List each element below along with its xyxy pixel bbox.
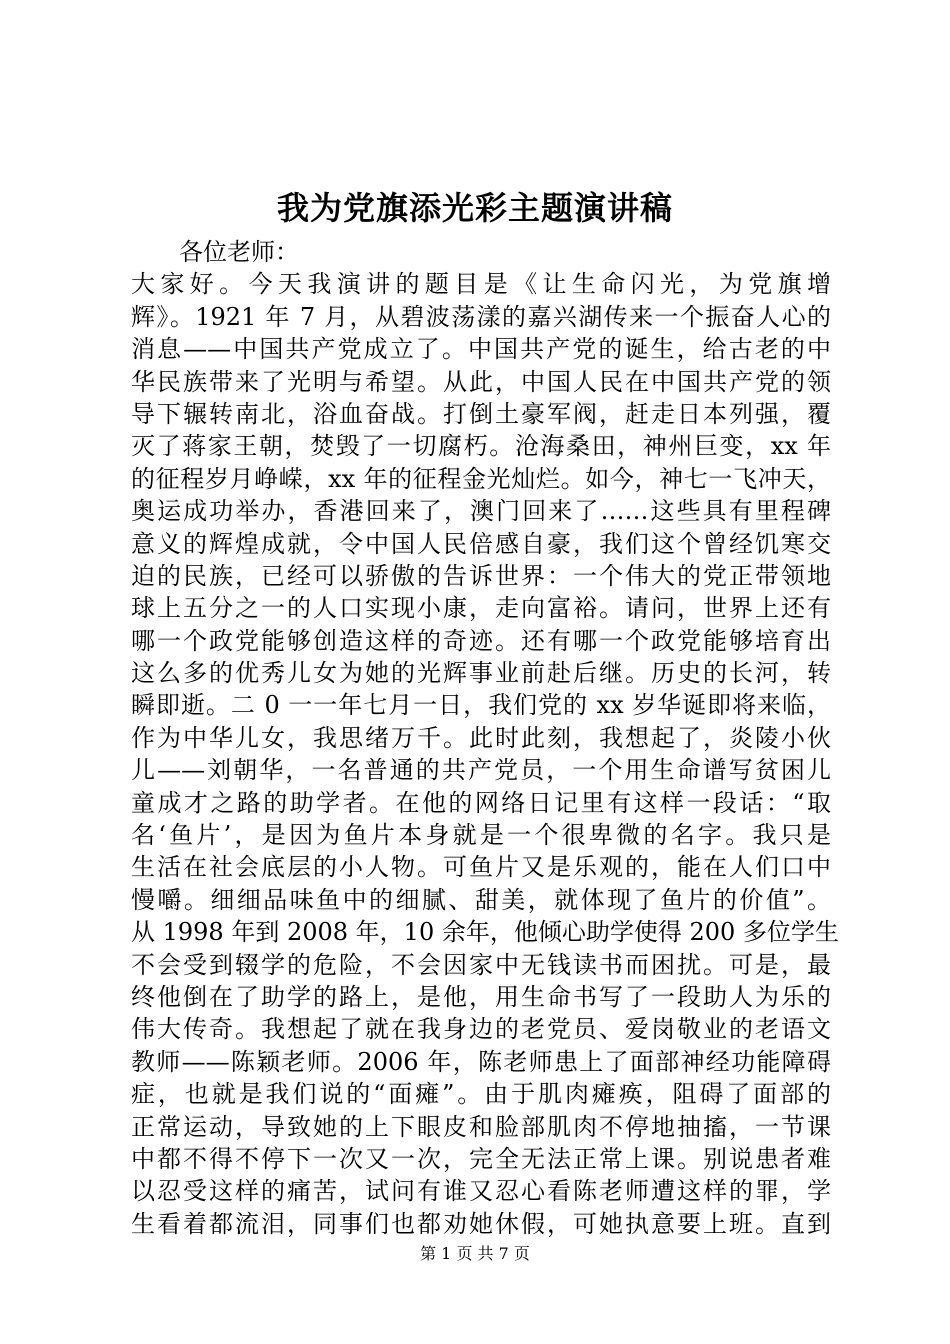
salutation-line: 各位老师：: [179, 238, 299, 266]
body-line: 儿——刘朝华，一名普通的共产党员，一个用生命谱写贫困儿: [131, 756, 831, 785]
body-line: 迫的民族，已经可以骄傲的告诉世界：一个伟大的党正带领地: [131, 561, 831, 590]
body-line: 从 1998 年到 2008 年，10 余年，他倾心助学使得 200 多位学生: [131, 918, 839, 947]
body-line: 灭了蒋家王朝，焚毁了一切腐朽。沧海桑田，神州巨变，xx 年: [131, 432, 831, 461]
body-line: 童成才之路的助学者。在他的网络日记里有这样一段话：“取: [131, 788, 831, 817]
body-line: 中都不得不停下一次又一次，完全无法正常上课。别说患者难: [131, 1144, 831, 1173]
body-line: 导下辗转南北，浴血奋战。打倒土豪军阀，赶走日本列强，覆: [131, 399, 831, 428]
body-line: 奥运成功举办，香港回来了，澳门回来了……这些具有里程碑: [131, 497, 831, 526]
body-line: 球上五分之一的人口实现小康，走向富裕。请问，世界上还有: [131, 594, 831, 623]
body-line: 生活在社会底层的小人物。可鱼片又是乐观的，能在人们口中: [131, 853, 831, 882]
body-line: 名‘鱼片’，是因为鱼片本身就是一个很卑微的名字。我只是: [131, 821, 831, 850]
document-body: [131, 236, 839, 1240]
body-line: 瞬即逝。二 0 一一年七月一日，我们党的 xx 岁华诞即将来临，: [131, 691, 831, 720]
body-line: 慢嚼。细细品味鱼中的细腻、甜美，就体现了鱼片的价值”。: [131, 885, 831, 914]
page-footer: 第 1 页 共 7 页: [420, 1244, 530, 1263]
document-title: 我为党旗添光彩主题演讲稿: [276, 189, 673, 227]
body-line: 辉》。1921 年 7 月，从碧波荡漾的嘉兴湖传来一个振奋人心的: [131, 302, 831, 331]
body-line: 不会受到辍学的危险，不会因家中无钱读书而困扰。可是，最: [131, 950, 831, 979]
body-line: 生看着都流泪，同事们也都劝她休假，可她执意要上班。直到: [131, 1209, 831, 1238]
body-line: 的征程岁月峥嵘，xx 年的征程金光灿烂。如今，神七一飞冲天，: [131, 464, 831, 493]
body-line: 症，也就是我们说的“面瘫”。由于肌肉瘫痪，阻碍了面部的: [131, 1080, 831, 1109]
body-line: 正常运动，导致她的上下眼皮和脸部肌肉不停地抽搐，一节课: [131, 1112, 831, 1141]
body-line: 伟大传奇。我想起了就在我身边的老党员、爱岗敬业的老语文: [131, 1015, 831, 1044]
body-line: 意义的辉煌成就，令中国人民倍感自豪，我们这个曾经饥寒交: [131, 529, 831, 558]
body-line: 以忍受这样的痛苦，试问有谁又忍心看陈老师遭这样的罪，学: [131, 1177, 831, 1206]
body-line: 消息——中国共产党成立了。中国共产党的诞生，给古老的中: [131, 335, 831, 364]
body-line: 终他倒在了助学的路上，是他，用生命书写了一段助人为乐的: [131, 982, 831, 1011]
body-line: 教师——陈颖老师。2006 年，陈老师患上了面部神经功能障碍: [131, 1047, 831, 1076]
body-line: 这么多的优秀儿女为她的光辉事业前赴后继。历史的长河，转: [131, 659, 831, 688]
body-line: 作为中华儿女，我思绪万千。此时此刻，我想起了，炎陵小伙: [131, 723, 831, 752]
body-line: 大家好。今天我演讲的题目是《让生命闪光，为党旗增: [131, 270, 831, 299]
body-line: 华民族带来了光明与希望。从此，中国人民在中国共产党的领: [131, 367, 831, 396]
body-line: 哪一个政党能够创造这样的奇迹。还有哪一个政党能够培育出: [131, 626, 831, 655]
